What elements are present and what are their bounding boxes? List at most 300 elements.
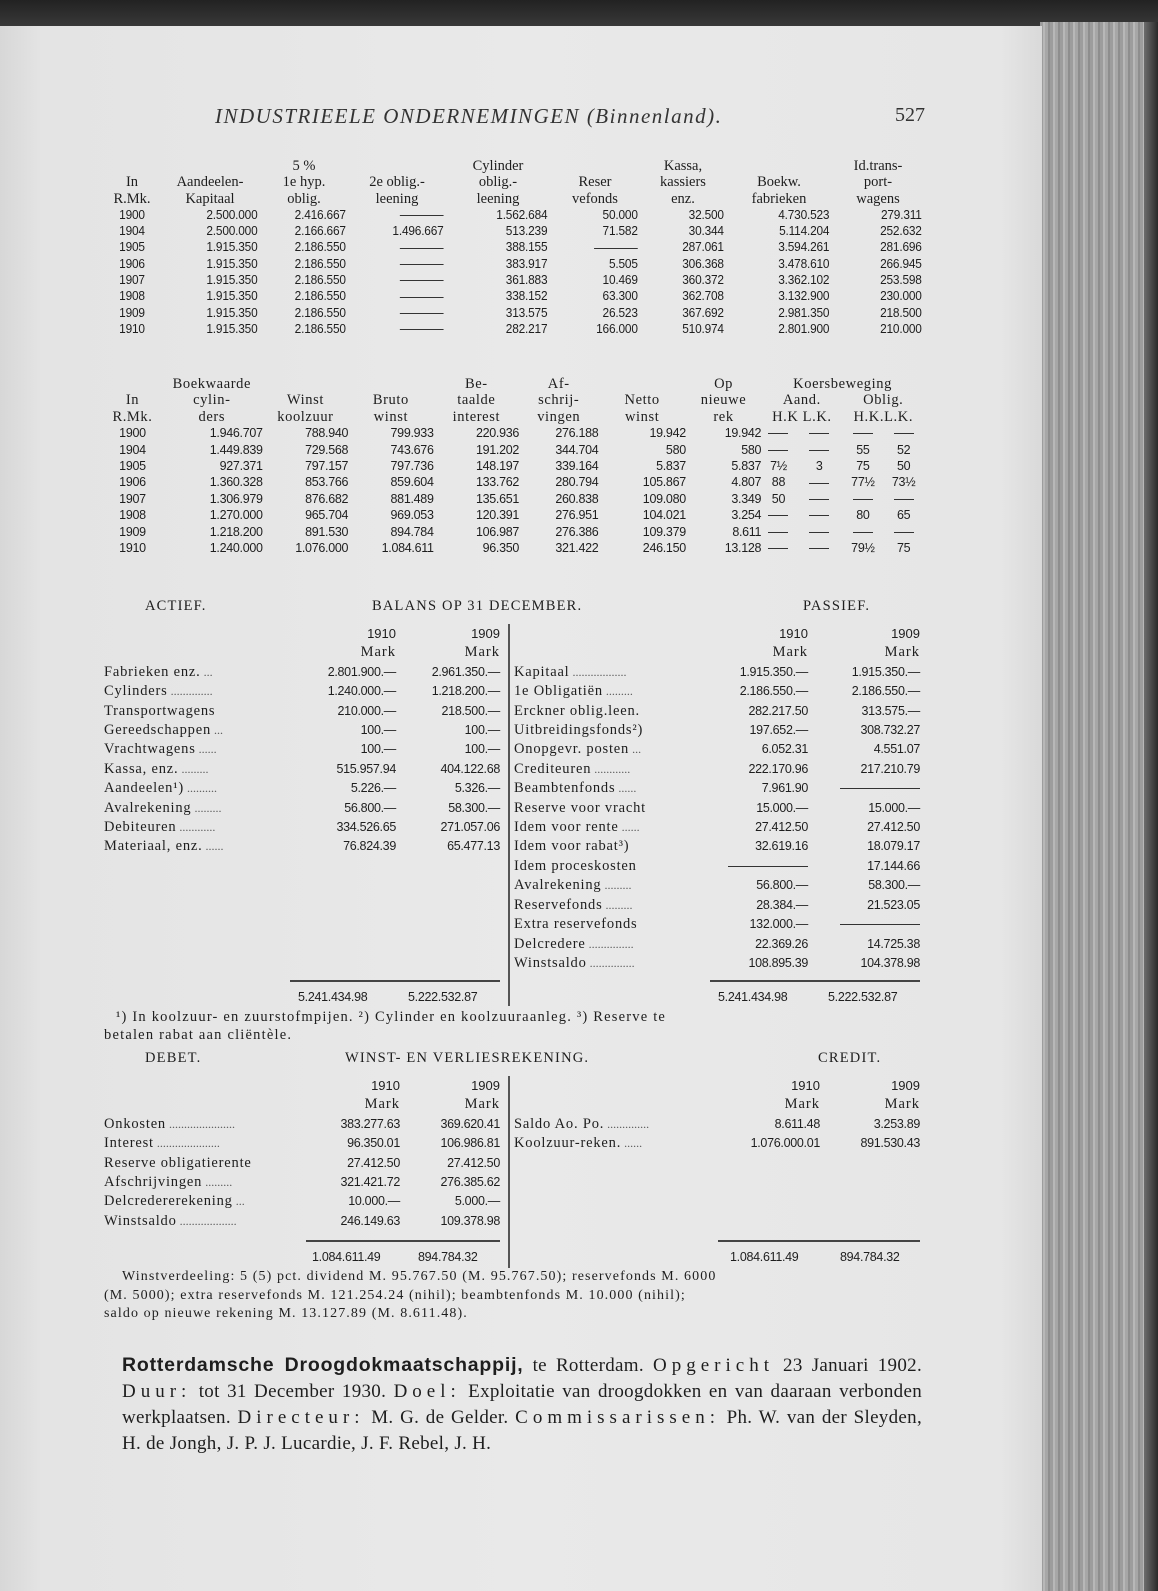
table-cell: 3.362.102 bbox=[778, 273, 830, 288]
footnote-line-1: ¹) In koolzuur- en zuurstofmpijen. ²) Cylinder en koolzuuraanleg. ³) Reserve te bbox=[116, 1009, 667, 1025]
column-header: Be- bbox=[464, 376, 488, 392]
ledger-row bbox=[514, 779, 920, 798]
value-1909: 271.057.06 bbox=[440, 820, 500, 835]
column-header: Kapitaal bbox=[185, 190, 235, 207]
table-cell: 19.942 bbox=[649, 426, 686, 441]
ledger-row bbox=[104, 779, 500, 798]
dash-rule bbox=[768, 548, 788, 549]
spacer bbox=[514, 1076, 710, 1095]
table-cell: 5.114.204 bbox=[779, 224, 830, 239]
column-header bbox=[104, 376, 161, 392]
table-row bbox=[104, 507, 924, 523]
duur-value: tot 31 December 1930. bbox=[191, 1381, 394, 1402]
unit-header: Mark bbox=[360, 644, 396, 661]
doel-value: Exploitatie van droogdokken en van daaraan verbonden werkplaatsen. bbox=[122, 1381, 922, 1428]
column-header: Oblig. bbox=[863, 392, 904, 409]
table-cell: 106.987 bbox=[475, 524, 520, 539]
column-header: wagens bbox=[856, 190, 900, 207]
table-cell: 2.186.550 bbox=[294, 240, 346, 255]
value-1910: 56.800.— bbox=[344, 800, 396, 815]
dash-rule bbox=[894, 499, 914, 500]
ledger-label: 1e Obligatiën ......... bbox=[514, 683, 633, 700]
table-cell: 5.837 bbox=[656, 459, 686, 474]
table-cell: 279.311 bbox=[880, 207, 922, 222]
column-header: In bbox=[125, 392, 140, 409]
table-row bbox=[104, 321, 924, 337]
table-cell: 859.604 bbox=[390, 475, 434, 490]
directeur-label: Directeur: bbox=[237, 1407, 365, 1428]
leader-dots: ...................... bbox=[165, 1116, 235, 1131]
company-entry bbox=[122, 1352, 922, 1457]
dash-rule bbox=[400, 313, 444, 314]
table-cell bbox=[350, 239, 443, 255]
table-cell: 2.801.900 bbox=[778, 321, 830, 336]
value-1910: 246.149.63 bbox=[340, 1213, 400, 1228]
table-cell: 4.807 bbox=[731, 475, 762, 490]
running-head: INDUSTRIEELE ONDERNEMINGEN (Binnenland). bbox=[215, 104, 723, 128]
ledger-label: Idem voor rabat³) bbox=[514, 838, 630, 855]
column-header: Bruto bbox=[372, 392, 409, 409]
leader-dots: ......... bbox=[178, 761, 209, 776]
value-1910: 108.895.39 bbox=[748, 955, 808, 970]
value-1909: 14.725.38 bbox=[867, 936, 920, 951]
value-1910: 334.526.65 bbox=[336, 820, 396, 835]
winstverdeeling bbox=[104, 1268, 924, 1324]
value-1909: 2.961.350.— bbox=[431, 664, 500, 679]
table-cell: 276.188 bbox=[555, 426, 599, 441]
table-cell: 367.692 bbox=[682, 305, 724, 320]
table-cell: 927.371 bbox=[219, 459, 263, 474]
table-cell: 287.061 bbox=[682, 240, 724, 255]
value-1909: 1.218.200.— bbox=[431, 684, 500, 699]
leader-dots: ... bbox=[232, 1194, 245, 1209]
table-cell: 891.530 bbox=[305, 524, 349, 539]
table-cell: 580 bbox=[665, 442, 686, 457]
actief-total-1909: 5.222.532.87 bbox=[408, 990, 478, 1004]
ledger-row bbox=[514, 1115, 920, 1134]
value-1909: 891.530.43 bbox=[860, 1136, 920, 1151]
table-cell: 965.704 bbox=[305, 508, 349, 523]
table-cell: 276.951 bbox=[555, 508, 599, 523]
table-header-row bbox=[104, 158, 924, 174]
dash-rule bbox=[809, 548, 829, 549]
table-cell: 1904 bbox=[119, 224, 145, 239]
book-page-edges bbox=[1040, 22, 1158, 1591]
leader-dots: .................. bbox=[569, 664, 627, 679]
year-header: 1910 bbox=[371, 1078, 400, 1093]
passief-total-1910: 5.241.434.98 bbox=[718, 990, 788, 1004]
value-1910: 28.384.— bbox=[756, 897, 808, 912]
doel-label: Doel: bbox=[393, 1381, 461, 1402]
spacer bbox=[104, 643, 300, 662]
column-header: Boekw. bbox=[757, 174, 801, 191]
column-header: oblig.- bbox=[478, 174, 518, 191]
table-header-row bbox=[104, 174, 924, 190]
year-header-row bbox=[514, 1076, 920, 1095]
table-cell bbox=[761, 524, 796, 540]
table-cell: 75 bbox=[856, 459, 870, 474]
spacer bbox=[104, 1095, 314, 1114]
opgericht-value: 23 Januari 1902. bbox=[773, 1355, 922, 1376]
value-1910: 56.800.— bbox=[756, 878, 808, 893]
column-header: 1e hyp. bbox=[282, 174, 326, 191]
table-cell: 13.128 bbox=[724, 541, 762, 556]
table-cell: 1910 bbox=[119, 321, 145, 336]
dash-rule bbox=[809, 532, 829, 533]
ledger-row bbox=[514, 896, 920, 915]
ledger-label: Idem voor rente ...... bbox=[514, 819, 640, 836]
table-cell: 71.582 bbox=[602, 224, 638, 239]
table-cell: 1909 bbox=[119, 305, 145, 320]
table-cell: 2.186.550 bbox=[294, 273, 346, 288]
company-location: te Rotterdam. bbox=[523, 1355, 644, 1376]
ledger-label: Beambtenfonds ...... bbox=[514, 780, 637, 797]
table-cell bbox=[761, 507, 796, 523]
table-cell: 1906 bbox=[119, 256, 145, 271]
value-1910: 1.240.000.— bbox=[327, 684, 396, 699]
table-cell: 1906 bbox=[119, 475, 146, 490]
unit-header: Mark bbox=[884, 644, 920, 661]
column-header: oblig. bbox=[287, 190, 321, 207]
column-header: Winst bbox=[286, 392, 324, 409]
column-header: H.K L.K. bbox=[772, 408, 832, 425]
table-cell: 1.562.684 bbox=[496, 207, 548, 222]
table-cell bbox=[552, 239, 638, 255]
year-header-row bbox=[514, 624, 920, 643]
table-cell: 388.155 bbox=[505, 240, 548, 255]
value-1910: 100.— bbox=[360, 742, 396, 757]
column-header: Af- bbox=[547, 376, 570, 392]
table-row bbox=[104, 474, 924, 490]
year-header: 1909 bbox=[471, 626, 500, 641]
value-1909: 4.551.07 bbox=[873, 742, 920, 757]
dash-rule bbox=[894, 532, 914, 533]
year-header: 1910 bbox=[791, 1078, 820, 1093]
ledger-label: Avalrekening ......... bbox=[104, 799, 222, 816]
value-1909: 15.000.— bbox=[868, 800, 920, 815]
ledger-row bbox=[514, 702, 920, 721]
leader-dots: ...... bbox=[621, 1136, 643, 1151]
credit-total-1909: 894.784.32 bbox=[840, 1250, 900, 1264]
value-1909 bbox=[808, 915, 920, 934]
value-1910: 2.186.550.— bbox=[739, 684, 808, 699]
ledger-label: Delcredererekening ... bbox=[104, 1193, 245, 1210]
table-cell: 79½ bbox=[851, 541, 875, 556]
leader-dots: ..................... bbox=[153, 1136, 220, 1151]
table-cell: 797.736 bbox=[390, 459, 434, 474]
ledger-label: Uitbreidingsfonds²) bbox=[514, 722, 644, 739]
column-header bbox=[598, 376, 685, 392]
opgericht-label: Opgericht bbox=[653, 1355, 774, 1376]
table-cell: 1909 bbox=[119, 524, 146, 539]
dash-rule bbox=[768, 515, 788, 516]
winstverdeeling-line-2: (M. 5000); extra reservefonds M. 121.254.24 (nihil); beambtenfonds M. 10.000 (nihil); bbox=[104, 1287, 686, 1303]
table-cell: 281.696 bbox=[880, 240, 922, 255]
dash-rule bbox=[853, 433, 873, 434]
table-cell: 80 bbox=[856, 508, 870, 523]
value-1909: 18.079.17 bbox=[867, 839, 920, 854]
table-cell bbox=[796, 491, 843, 507]
dash-rule bbox=[809, 483, 829, 484]
table-cell: 788.940 bbox=[305, 426, 349, 441]
unit-header: Mark bbox=[464, 644, 500, 661]
value-1909: 313.575.— bbox=[861, 703, 920, 718]
value-1909: 27.412.50 bbox=[447, 1155, 500, 1170]
table-cell bbox=[796, 540, 843, 556]
ledger-label: Winstsaldo ................... bbox=[104, 1212, 237, 1229]
ledger-row bbox=[514, 721, 920, 740]
value-1910: 222.170.96 bbox=[748, 761, 808, 776]
leader-dots: ...... bbox=[618, 820, 640, 835]
table-cell: 3.594.261 bbox=[778, 240, 830, 255]
ledger-row bbox=[514, 1134, 920, 1153]
table-cell bbox=[843, 491, 884, 507]
unit-header: Mark bbox=[772, 644, 808, 661]
ledger-row bbox=[514, 876, 920, 895]
ledger-label: Fabrieken enz. ... bbox=[104, 663, 213, 680]
ledger-row bbox=[104, 1115, 500, 1134]
table-cell: 3 bbox=[815, 459, 823, 474]
table-cell: 135.651 bbox=[475, 491, 520, 506]
unit-header: Mark bbox=[464, 1096, 500, 1113]
ledger-row bbox=[104, 1154, 500, 1173]
value-1909: 58.300.— bbox=[448, 800, 500, 815]
ledger-row bbox=[104, 1192, 500, 1211]
unit-header: Mark bbox=[884, 1096, 920, 1113]
value-1910: 210.000.— bbox=[337, 703, 396, 718]
table-cell: 1908 bbox=[119, 289, 145, 304]
dash-rule bbox=[853, 499, 873, 500]
ledger-row bbox=[514, 682, 920, 701]
table-cell: 96.350 bbox=[482, 541, 520, 556]
value-1910 bbox=[710, 857, 808, 876]
leader-dots: ... bbox=[629, 742, 642, 757]
table-cell: 1.270.000 bbox=[209, 508, 263, 523]
value-1910: 2.801.900.— bbox=[327, 664, 396, 679]
table-cell bbox=[796, 425, 843, 441]
table-cell: 1907 bbox=[119, 273, 145, 288]
value-1910: 132.000.— bbox=[749, 917, 808, 932]
value-1909: 104.378.98 bbox=[860, 955, 920, 970]
column-header: interest bbox=[452, 408, 501, 425]
table-header-row bbox=[104, 409, 924, 425]
ledger-row bbox=[514, 663, 920, 682]
table-cell bbox=[350, 288, 443, 304]
table-cell: 743.676 bbox=[390, 442, 434, 457]
column-header: rek bbox=[713, 408, 734, 425]
table-cell: 19.942 bbox=[724, 426, 762, 441]
table-cell: 88 bbox=[771, 475, 786, 490]
table-cell: 50 bbox=[771, 491, 786, 506]
table-cell: 1.915.350 bbox=[206, 256, 258, 271]
value-1909: 404.122.68 bbox=[440, 761, 500, 776]
ledger-label: Materiaal, enz. ...... bbox=[104, 838, 224, 855]
table-cell bbox=[350, 272, 443, 288]
passief-table bbox=[514, 624, 920, 973]
table-cell: 75 bbox=[896, 541, 911, 556]
table-cell: 253.598 bbox=[880, 273, 922, 288]
dash-rule bbox=[853, 532, 873, 533]
column-header: koolzuur bbox=[277, 408, 334, 425]
dash-rule bbox=[400, 297, 444, 298]
commissarissen-label: Commissarissen: bbox=[515, 1407, 720, 1428]
table-row bbox=[104, 239, 924, 255]
dash-rule bbox=[809, 433, 829, 434]
table-cell: 729.568 bbox=[305, 442, 349, 457]
value-1909: 2.186.550.— bbox=[851, 684, 920, 699]
pl-divider bbox=[508, 1076, 510, 1268]
actief-table bbox=[104, 624, 500, 857]
unit-header-row bbox=[104, 643, 500, 662]
value-1910: 27.412.50 bbox=[347, 1155, 400, 1170]
value-1910: 282.217.50 bbox=[748, 703, 808, 718]
table-cell: 1900 bbox=[119, 207, 145, 222]
ledger-row bbox=[104, 1134, 500, 1153]
ledger-label: Erckner oblig.leen. bbox=[514, 702, 640, 719]
debet-total-1910: 1.084.611.49 bbox=[312, 1250, 381, 1264]
table-cell: 50 bbox=[896, 459, 911, 474]
table-cell: 5.837 bbox=[731, 459, 762, 474]
ledger-label: Avalrekening ......... bbox=[514, 877, 632, 894]
ledger-row bbox=[104, 702, 500, 721]
table-cell: 8.611 bbox=[732, 524, 762, 539]
table-cell bbox=[883, 425, 924, 441]
leader-dots: ............ bbox=[176, 820, 216, 835]
table-cell: 109.379 bbox=[642, 524, 686, 539]
year-header-row bbox=[104, 624, 500, 643]
table-row bbox=[104, 491, 924, 507]
leader-dots: .......... bbox=[183, 781, 217, 796]
debet-heading: DEBET. bbox=[145, 1050, 202, 1066]
table-cell: 306.368 bbox=[682, 256, 724, 271]
table-cell: 876.682 bbox=[305, 491, 349, 506]
column-header bbox=[348, 376, 433, 392]
column-header: taalde bbox=[457, 392, 496, 409]
leader-dots: ............... bbox=[585, 936, 634, 951]
value-1909: 58.300.— bbox=[868, 878, 920, 893]
table-cell: 55 bbox=[856, 442, 870, 457]
value-1910: 6.052.31 bbox=[761, 742, 808, 757]
table-cell: 220.936 bbox=[475, 426, 520, 441]
table-cell: 2.186.550 bbox=[294, 289, 346, 304]
dash-rule bbox=[809, 450, 829, 451]
table-cell: 1.915.350 bbox=[206, 273, 258, 288]
table-cell: 510.974 bbox=[682, 321, 724, 336]
table-row bbox=[104, 256, 924, 272]
ledger-label: Afschrijvingen ......... bbox=[104, 1174, 233, 1191]
column-header: kassiers bbox=[660, 174, 706, 191]
table-row bbox=[104, 540, 924, 556]
value-1909: 276.385.62 bbox=[440, 1175, 500, 1190]
table-cell: 10.469 bbox=[602, 273, 638, 288]
ledger-label: Vrachtwagens ...... bbox=[104, 741, 217, 758]
value-1909: 17.144.66 bbox=[867, 858, 920, 873]
value-1909: 369.620.41 bbox=[440, 1116, 500, 1131]
table-cell: 1908 bbox=[119, 508, 146, 523]
ledger-label: Reservefonds ......... bbox=[514, 896, 633, 913]
column-header bbox=[263, 376, 348, 392]
table-header-row bbox=[104, 191, 924, 207]
table-cell: 65 bbox=[896, 508, 911, 523]
table-cell bbox=[883, 491, 924, 507]
dash-rule bbox=[840, 788, 920, 789]
winstverdeeling-line-3: saldo op nieuwe rekening M. 13.127.89 (M. 8.611.48). bbox=[104, 1306, 468, 1321]
credit-total-rule bbox=[718, 1240, 920, 1242]
ledger-row bbox=[104, 1173, 500, 1192]
ledger-row bbox=[104, 682, 500, 701]
passief-total-rule bbox=[710, 980, 920, 982]
table-row bbox=[104, 425, 924, 441]
dash-rule bbox=[400, 280, 444, 281]
ledger-row bbox=[104, 1212, 500, 1231]
table-cell: 361.883 bbox=[505, 273, 548, 288]
value-1910: 22.369.26 bbox=[755, 936, 808, 951]
passief-heading: PASSIEF. bbox=[803, 598, 871, 614]
table-row bbox=[104, 223, 924, 239]
table-row bbox=[104, 288, 924, 304]
value-1909: 109.378.98 bbox=[440, 1213, 500, 1228]
spacer bbox=[514, 1095, 710, 1114]
table-cell: 218.500 bbox=[880, 305, 922, 320]
ledger-row bbox=[514, 954, 920, 973]
column-header: Kassa, bbox=[663, 158, 703, 174]
table-cell: 73½ bbox=[891, 475, 916, 490]
leader-dots: ................... bbox=[176, 1213, 237, 1228]
column-header: Aandeelen- bbox=[176, 174, 244, 191]
value-1909: 5.000.— bbox=[454, 1194, 500, 1209]
ledger-row bbox=[514, 857, 920, 876]
dash-rule bbox=[400, 215, 444, 216]
value-1909: 3.253.89 bbox=[873, 1116, 920, 1131]
credit-total-1910: 1.084.611.49 bbox=[730, 1250, 799, 1264]
ledger-row bbox=[514, 935, 920, 954]
leader-dots: ......... bbox=[202, 1175, 233, 1190]
column-header bbox=[550, 158, 640, 174]
table-cell: 360.372 bbox=[682, 273, 724, 288]
ledger-row bbox=[514, 837, 920, 856]
table-cell: 1.915.350 bbox=[206, 289, 258, 304]
ledger-label: Aandeelen¹) .......... bbox=[104, 780, 217, 797]
dash-rule bbox=[840, 924, 920, 925]
table-cell: 120.391 bbox=[475, 508, 520, 523]
value-1909: 27.412.50 bbox=[867, 820, 920, 835]
ledger-label: Transportwagens bbox=[104, 702, 216, 719]
column-header: 2e oblig.- bbox=[369, 174, 425, 191]
table-cell: 104.021 bbox=[642, 508, 686, 523]
ledger-row bbox=[514, 760, 920, 779]
ledger-label: Onkosten ...................... bbox=[104, 1115, 235, 1132]
table-cell: 362.708 bbox=[682, 289, 724, 304]
table-cell: 1.449.839 bbox=[209, 442, 263, 457]
table-cell bbox=[796, 507, 843, 523]
dash-rule bbox=[894, 433, 914, 434]
pl-heading: WINST- EN VERLIESREKENING. bbox=[345, 1050, 590, 1066]
column-header: 5 % bbox=[292, 158, 316, 174]
table-cell: 1.915.350 bbox=[206, 240, 258, 255]
table-cell: 2.500.000 bbox=[206, 224, 258, 239]
balance-heading: BALANS OP 31 DECEMBER. bbox=[372, 598, 583, 614]
table-cell: 26.523 bbox=[602, 305, 638, 320]
table-cell: 383.917 bbox=[505, 256, 548, 271]
leader-dots: ......... bbox=[602, 684, 633, 699]
dash-rule bbox=[594, 248, 638, 249]
dash-rule bbox=[768, 532, 788, 533]
value-1909: 65.477.13 bbox=[447, 839, 500, 854]
table-cell: 252.632 bbox=[880, 224, 922, 239]
year-header: 1909 bbox=[891, 626, 920, 641]
year-header: 1910 bbox=[367, 626, 396, 641]
column-header: fabrieken bbox=[751, 190, 807, 207]
